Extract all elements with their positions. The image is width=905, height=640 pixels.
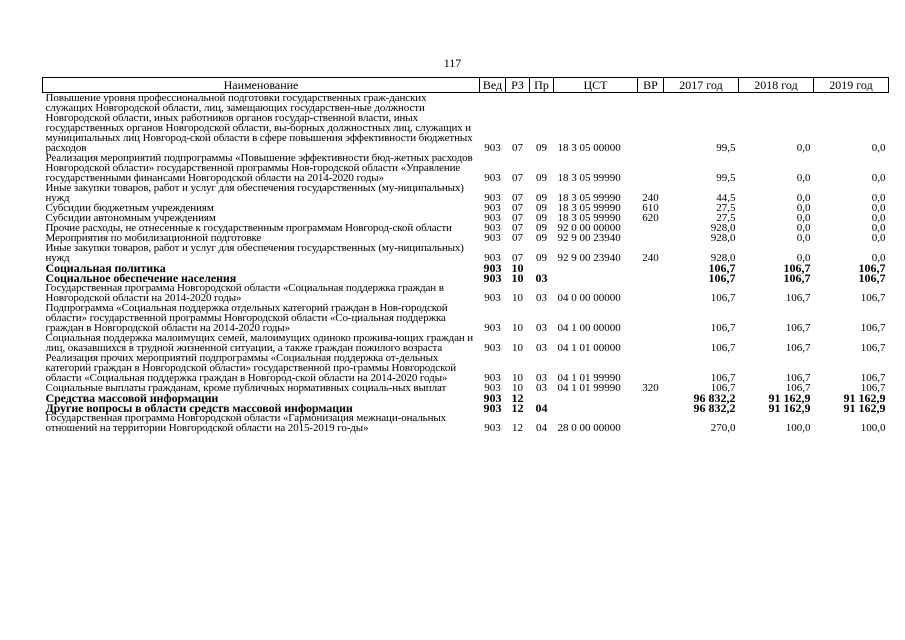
cell-2019: 0,0	[871, 192, 886, 204]
cell-2017: 928,0	[710, 222, 736, 234]
cell-2019: 106,7	[860, 322, 886, 334]
cell-vr: 620	[642, 212, 659, 224]
table-body	[43, 93, 889, 434]
cell-name: Прочие расходы, не отнесенные к государственным программам Новгород-ской области	[45, 222, 452, 234]
cell-cst: 92 0 00 00000	[557, 222, 621, 234]
cell-rz: 10	[512, 342, 523, 354]
cell-2019: 106,7	[860, 292, 886, 304]
cell-ved: 903	[484, 292, 501, 304]
cell-vr	[638, 153, 664, 183]
cell-ved: 903	[483, 391, 502, 405]
cell-2018: 0,0	[796, 202, 811, 214]
cell-name: Государственная программа Новгородской области «Социальная поддержка граждан в Новгородской области на 2014-2020 годы»	[45, 282, 444, 304]
cell-2017: 106,7	[710, 382, 736, 394]
header-2017: 2017 год	[664, 78, 739, 93]
cell-2018: 91 162,9	[768, 401, 811, 415]
cell-cst: 18 3 05 99990	[557, 192, 621, 204]
table-row	[43, 333, 889, 353]
cell-pr: 04	[536, 422, 547, 434]
cell-rz: 07	[512, 212, 523, 224]
cell-cst: 18 3 05 99990	[557, 212, 621, 224]
cell-vr	[638, 303, 664, 333]
cell-cst: 04 1 00 00000	[557, 322, 621, 334]
cell-vr	[638, 93, 664, 154]
table-row	[43, 303, 889, 333]
table-row	[43, 283, 889, 303]
cell-cst	[554, 393, 638, 403]
cell-2018: 106,7	[785, 292, 811, 304]
table-row	[43, 413, 889, 433]
cell-2019: 106,7	[860, 382, 886, 394]
cell-2018: 0,0	[796, 212, 811, 224]
cell-2019: 0,0	[871, 142, 886, 154]
cell-pr: 03	[536, 322, 547, 334]
cell-cst: 04 1 01 99990	[557, 372, 621, 384]
cell-2019: 91 162,9	[843, 401, 886, 415]
cell-pr: 03	[536, 342, 547, 354]
cell-2018: 91 162,9	[768, 391, 811, 405]
header-cst: ЦСТ	[554, 78, 638, 93]
cell-name: Подпрограмма «Социальная поддержка отдельных категорий граждан в Нов-городской области» государственной программы Новгородской области «Со-циальная поддержка граждан в Новгородской области на 2014-2020 годы»	[45, 302, 448, 334]
cell-rz: 12	[511, 391, 524, 405]
cell-cst: 04 1 01 00000	[557, 342, 621, 354]
cell-ved: 903	[484, 222, 501, 234]
cell-2017: 928,0	[710, 232, 736, 244]
cell-2017: 96 832,2	[693, 391, 736, 405]
cell-2019: 0,0	[871, 172, 886, 184]
cell-ved: 903	[484, 172, 501, 184]
cell-vr	[638, 263, 664, 273]
cell-2019: 0,0	[871, 202, 886, 214]
cell-2017: 106,7	[710, 292, 736, 304]
cell-2017: 106,7	[708, 271, 736, 285]
cell-2019: 106,7	[860, 372, 886, 384]
cell-cst: 18 3 05 99990	[557, 172, 621, 184]
cell-vr	[638, 273, 664, 283]
cell-2017: 106,7	[710, 342, 736, 354]
cell-ved: 903	[484, 372, 501, 384]
cell-pr: 04	[535, 401, 548, 415]
cell-ved: 903	[484, 202, 501, 214]
cell-rz: 10	[512, 382, 523, 394]
cell-pr: 03	[535, 271, 548, 285]
table-row	[43, 153, 889, 183]
cell-name: Социальные выплаты гражданам, кроме публичных нормативных социаль-ных выплат	[45, 382, 447, 394]
cell-vr: 320	[642, 382, 659, 394]
cell-pr: 03	[536, 382, 547, 394]
cell-2018: 106,7	[783, 261, 811, 275]
cell-2019: 0,0	[871, 232, 886, 244]
cell-name: Социальная политика	[45, 261, 166, 275]
cell-ved: 903	[484, 232, 501, 244]
cell-name: Субсидии автономным учреждениям	[45, 212, 216, 224]
cell-vr: 240	[642, 192, 659, 204]
header-rz: РЗ	[506, 78, 530, 93]
cell-2019: 106,7	[860, 342, 886, 354]
cell-ved: 903	[483, 261, 502, 275]
cell-ved: 903	[484, 422, 501, 434]
cell-rz: 07	[512, 232, 523, 244]
cell-2017: 96 832,2	[693, 401, 736, 415]
cell-2017: 106,7	[710, 372, 736, 384]
cell-cst: 18 3 05 99990	[557, 202, 621, 214]
cell-2018: 106,7	[785, 382, 811, 394]
cell-2017: 270,0	[710, 422, 736, 434]
cell-pr: 03	[536, 372, 547, 384]
cell-2019: 100,0	[860, 422, 886, 434]
table-row	[43, 243, 889, 263]
cell-2018: 106,7	[785, 322, 811, 334]
cell-pr: 09	[536, 222, 547, 234]
cell-2017: 27,5	[716, 202, 736, 214]
cell-2018: 0,0	[796, 222, 811, 234]
cell-rz: 10	[511, 271, 524, 285]
cell-2019: 0,0	[871, 252, 886, 264]
cell-rz: 10	[512, 322, 523, 334]
budget-table	[42, 77, 889, 433]
cell-vr	[638, 393, 664, 403]
cell-pr: 09	[536, 192, 547, 204]
cell-pr: 09	[536, 202, 547, 214]
cell-2017: 928,0	[710, 252, 736, 264]
table-row	[43, 353, 889, 383]
cell-rz: 10	[512, 292, 523, 304]
cell-2018: 0,0	[796, 172, 811, 184]
cell-rz: 12	[512, 422, 523, 434]
cell-rz: 07	[512, 202, 523, 214]
cell-rz: 07	[512, 172, 523, 184]
cell-rz: 12	[511, 401, 524, 415]
cell-name: Реализация прочих мероприятий подпрограммы «Социальная поддержка от-дельных категорий граждан в Новгородской области» государственной про-граммы Новгородской области «Социальная поддержка граждан в Новгород-ской области на 2014-2020 годы»	[45, 352, 457, 384]
cell-cst	[554, 273, 638, 283]
cell-rz: 07	[512, 222, 523, 234]
header-2018: 2018 год	[739, 78, 814, 93]
cell-2019: 0,0	[871, 212, 886, 224]
header-ved: Вед	[480, 78, 506, 93]
cell-2019: 91 162,9	[843, 391, 886, 405]
cell-ved: 903	[484, 342, 501, 354]
cell-vr	[638, 353, 664, 383]
cell-2017: 106,7	[710, 322, 736, 334]
table-row	[43, 93, 889, 154]
header-vr: ВР	[638, 78, 664, 93]
cell-cst: 04 1 01 99990	[557, 382, 621, 394]
cell-name: Повышение уровня профессиональной подготовки государственных граж-данских служащих Новгородской области, лиц, замещающих государствен-ные должности Новгородской области, иных работников органов государ-ственной власти, иных государственных органов Новгородской области, вы-борных должностных лиц, служащих и муниципальных лиц Новгород-ской области в сфере повышения эффективности бюджетных расходов	[45, 92, 473, 154]
cell-cst: 92 9 00 23940	[557, 232, 621, 244]
cell-vr: 240	[642, 252, 659, 264]
cell-2018: 106,7	[783, 271, 811, 285]
cell-vr	[638, 403, 664, 413]
header-name: Наименование	[43, 78, 480, 93]
cell-ved: 903	[484, 142, 501, 154]
cell-name: Реализация мероприятий подпрограммы «Повышение эффективности бюд-жетных расходов Новгородской области» государственной программы Нов-городской области «Управление государственными финансами Новгородской области на 2014-2020 годы»	[45, 152, 473, 184]
cell-2017: 99,5	[716, 142, 736, 154]
cell-pr: 09	[536, 252, 547, 264]
cell-pr: 09	[536, 142, 547, 154]
cell-2018: 0,0	[796, 142, 811, 154]
cell-rz: 10	[511, 261, 524, 275]
cell-vr	[638, 223, 664, 233]
cell-rz: 07	[512, 252, 523, 264]
cell-name: Средства массовой информации	[45, 391, 219, 405]
cell-2017: 27,5	[716, 212, 736, 224]
cell-ved: 903	[483, 401, 502, 415]
cell-pr: 09	[536, 172, 547, 184]
cell-rz: 10	[512, 372, 523, 384]
cell-cst: 92 9 00 23940	[557, 252, 621, 264]
cell-2019: 106,7	[858, 261, 886, 275]
table-row	[43, 183, 889, 203]
cell-pr: 03	[536, 292, 547, 304]
cell-pr: 09	[536, 232, 547, 244]
cell-cst: 28 0 00 00000	[557, 422, 621, 434]
cell-2017: 99,5	[716, 172, 736, 184]
cell-vr: 610	[642, 202, 659, 214]
page-number: 117	[443, 56, 462, 70]
cell-name: Мероприятия по мобилизационной подготовке	[45, 232, 262, 244]
cell-ved: 903	[484, 212, 501, 224]
cell-name: Иные закупки товаров, работ и услуг для обеспечения государственных (му-ниципальных) нужд	[45, 182, 464, 204]
cell-cst	[554, 263, 638, 273]
cell-ved: 903	[483, 271, 502, 285]
cell-2018: 0,0	[796, 252, 811, 264]
cell-2017: 44,5	[716, 192, 736, 204]
cell-name: Другие вопросы в области средств массовой информации	[45, 401, 353, 415]
cell-vr	[638, 413, 664, 433]
cell-2018: 0,0	[796, 192, 811, 204]
cell-ved: 903	[484, 252, 501, 264]
cell-2018: 100,0	[785, 422, 811, 434]
cell-2019: 106,7	[858, 271, 886, 285]
cell-2017: 106,7	[708, 261, 736, 275]
cell-name: Социальная поддержка малоимущих семей, малоимущих одиноко прожива-ющих граждан и лиц, оказавшихся в трудной жизненной ситуации, а также граждан пожилого возраста	[45, 332, 474, 354]
cell-vr	[638, 233, 664, 243]
header-2019: 2019 год	[814, 78, 889, 93]
header-pr: Пр	[530, 78, 554, 93]
cell-vr	[638, 333, 664, 353]
cell-rz: 07	[512, 142, 523, 154]
cell-ved: 903	[484, 192, 501, 204]
cell-name: Субсидии бюджетным учреждениям	[45, 202, 214, 214]
cell-cst	[554, 403, 638, 413]
cell-2018: 0,0	[796, 232, 811, 244]
table-header-row	[43, 78, 889, 93]
cell-name: Социальное обеспечение населения	[45, 271, 237, 285]
cell-2019: 0,0	[871, 222, 886, 234]
cell-vr	[638, 283, 664, 303]
cell-name: Иные закупки товаров, работ и услуг для обеспечения государственных (му-ниципальных) нужд	[45, 242, 464, 264]
cell-rz: 07	[512, 192, 523, 204]
cell-cst: 04 0 00 00000	[557, 292, 621, 304]
cell-pr: 09	[536, 212, 547, 224]
cell-ved: 903	[484, 382, 501, 394]
cell-cst: 18 3 05 00000	[557, 142, 621, 154]
cell-ved: 903	[484, 322, 501, 334]
cell-2018: 106,7	[785, 342, 811, 354]
cell-2018: 106,7	[785, 372, 811, 384]
cell-name: Государственная программа Новгородской области «Гармонизация межнаци-ональных отношений на территории Новгородской области на 2015-2019 го-ды»	[45, 412, 447, 434]
